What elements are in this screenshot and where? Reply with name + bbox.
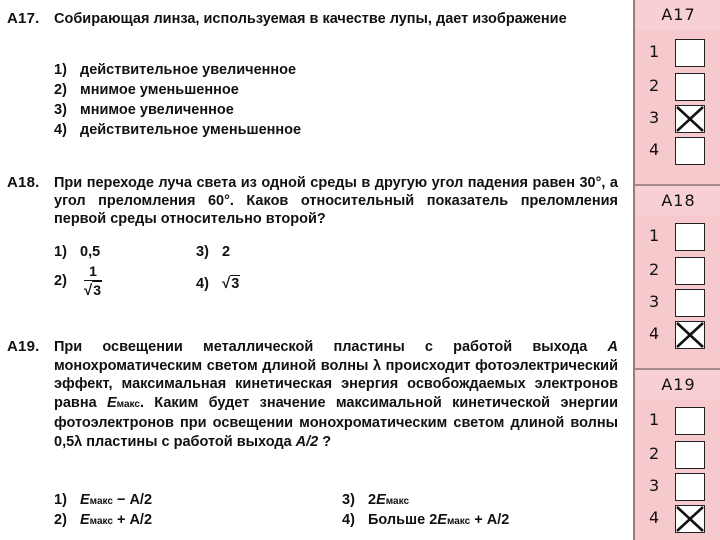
- answer-row: [635, 136, 720, 164]
- answer-row: [635, 406, 720, 434]
- cross-mark-icon: [676, 322, 704, 348]
- question-text: При освещении металлической пластины с работой выхода A монохроматическим светом длиной волны λ происходит фотоэлектрический эффект, максимальная кинетическая энергия освобождаемых электронов равна Eмакс. Каким будет значение максимальной кинетической энергии фотоэлектронов при освещении монохроматическим светом длиной волны 0,5λ пластины с работой выхода A/2 ?: [54, 339, 618, 450]
- answer-option-number: 4: [649, 140, 660, 159]
- answer-option-number: 2: [649, 444, 660, 463]
- answer-row: [635, 72, 720, 100]
- option-2: 2) $\frac{1}{√3}$: [54, 263, 102, 299]
- option-3: 3) 2Eмакс: [342, 492, 410, 508]
- question-a19: [0, 338, 628, 538]
- question-number: А18.: [7, 174, 40, 191]
- answer-checkbox[interactable]: [675, 39, 705, 67]
- answer-row: [635, 38, 720, 66]
- option-3: 3) 2: [196, 244, 231, 260]
- fraction: $\frac{1}{√3}$: [84, 263, 102, 299]
- answer-row: [635, 320, 720, 348]
- answer-option-number: 1: [649, 410, 660, 429]
- option-2: 2) Eмакс + A/2: [54, 512, 153, 528]
- answer-group-label: А19: [635, 368, 720, 400]
- option-3: 3) мнимое увеличенное: [54, 102, 234, 118]
- answer-checkbox[interactable]: [675, 505, 705, 533]
- answer-option-number: 1: [649, 226, 660, 245]
- answer-option-number: 4: [649, 508, 660, 527]
- answer-row: [635, 222, 720, 250]
- answer-checkbox[interactable]: [675, 321, 705, 349]
- answer-checkbox[interactable]: [675, 137, 705, 165]
- question-a18: [0, 174, 628, 324]
- answer-option-number: 3: [649, 108, 660, 127]
- answer-checkbox[interactable]: [675, 73, 705, 101]
- answer-checkbox[interactable]: [675, 441, 705, 469]
- answer-row: [635, 256, 720, 284]
- question-text: Собирающая линза, используемая в качестве лупы, дает изображение: [54, 11, 567, 27]
- option-4: 4) действительное уменьшенное: [54, 122, 302, 138]
- option-1: 1) 0,5: [54, 244, 101, 260]
- answer-option-number: 1: [649, 42, 660, 61]
- answer-option-number: 4: [649, 324, 660, 343]
- question-number: А17.: [7, 10, 40, 27]
- question-number: А19.: [7, 338, 40, 355]
- answer-row: [635, 288, 720, 316]
- cross-mark-icon: [676, 106, 704, 132]
- answer-checkbox[interactable]: [675, 257, 705, 285]
- answer-checkbox[interactable]: [675, 289, 705, 317]
- answer-checkbox[interactable]: [675, 407, 705, 435]
- option-1: 1) Eмакс − A/2: [54, 492, 153, 508]
- option-4: 4) √3: [196, 275, 240, 292]
- answer-row: [635, 504, 720, 532]
- question-a17: [0, 10, 628, 160]
- answer-row: [635, 104, 720, 132]
- option-2: 2) мнимое уменьшенное: [54, 82, 239, 98]
- option-4: 4) Больше 2Eмакс + A/2: [342, 512, 510, 528]
- answer-checkbox[interactable]: [675, 223, 705, 251]
- answer-group-label: А18: [635, 184, 720, 216]
- option-1: 1) действительное увеличенное: [54, 62, 297, 78]
- cross-mark-icon: [676, 506, 704, 532]
- answer-option-number: 2: [649, 260, 660, 279]
- answer-checkbox[interactable]: [675, 473, 705, 501]
- answer-panel: [633, 0, 720, 540]
- answer-row: [635, 440, 720, 468]
- answer-option-number: 3: [649, 292, 660, 311]
- answer-checkbox[interactable]: [675, 105, 705, 133]
- answer-option-number: 2: [649, 76, 660, 95]
- answer-row: [635, 472, 720, 500]
- question-text: При переходе луча света из одной среды в другую угол падения равен 30°, а угол преломления 60°. Каков относительный показатель преломления первой среды относительно второй?: [54, 175, 618, 227]
- answer-option-number: 3: [649, 476, 660, 495]
- answer-group-label: А17: [635, 0, 720, 30]
